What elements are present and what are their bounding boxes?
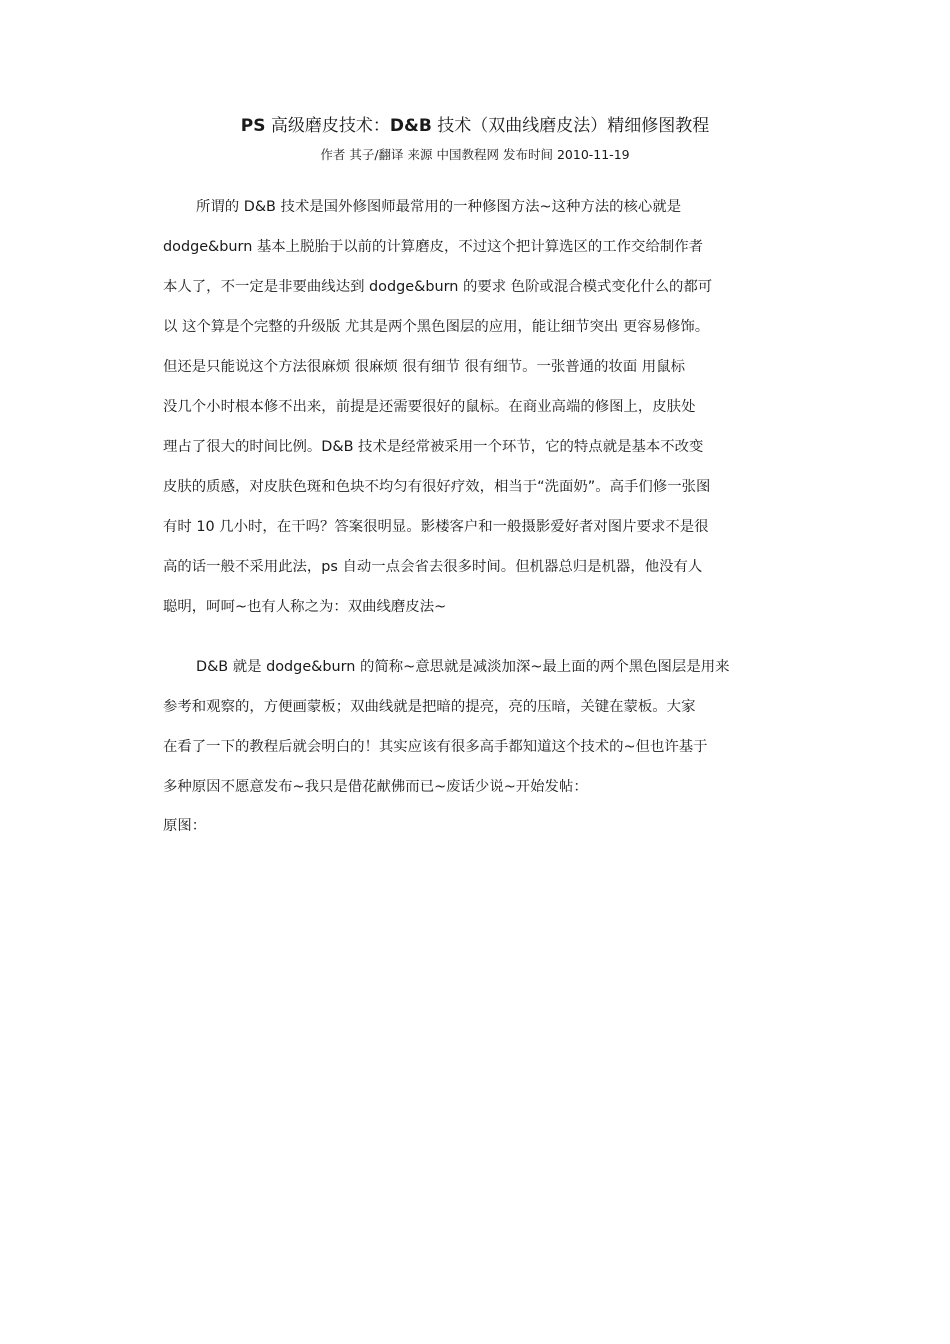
text-line: 多种原因不愿意发布~我只是借花献佛而已~废话少说~开始发帖： xyxy=(163,779,588,795)
text-line: dodge&burn 基本上脱胎于以前的计算磨皮，不过这个把计算选区的工作交给制作者 xyxy=(163,239,704,255)
article-meta: 作者 其子/翻译 来源 中国教程网 发布时间 2010-11-19 xyxy=(320,147,630,162)
text-line: 理占了很大的时间比例。D&B 技术是经常被采用一个环节，它的特点就是基本不改变 xyxy=(163,439,704,455)
text-line: D&B 就是 dodge&burn 的简称~意思就是减淡加深~最上面的两个黑色图层是用来 xyxy=(196,659,730,675)
text-line: 没几个小时根本修不出来，前提是还需要很好的鼠标。在商业高端的修图上，皮肤处 xyxy=(163,399,696,415)
caption-text: 原图： xyxy=(163,818,207,834)
paragraph-intro xyxy=(163,197,823,637)
original-image-caption xyxy=(163,816,823,856)
text-line: 本人了，不一定是非要曲线达到 dodge&burn 的要求 色阶或混合模式变化什么的都可 xyxy=(163,279,713,295)
text-line: 但还是只能说这个方法很麻烦 很麻烦 很有细节 很有细节。一张普通的妆面 用鼠标 xyxy=(163,359,685,375)
text-line: 皮肤的质感，对皮肤色斑和色块不均匀有很好疗效，相当于“洗面奶”。高手们修一张图 xyxy=(163,479,711,495)
paragraph-db-explained xyxy=(163,657,823,817)
text-line: 聪明，呵呵~也有人称之为：双曲线磨皮法~ xyxy=(163,599,447,615)
title-text-2: 技术（双曲线磨皮法）精细修图教程 xyxy=(431,116,710,136)
title-text-1: 高级磨皮技术： xyxy=(265,116,390,136)
title-bold-db: D&B xyxy=(389,116,432,136)
text-line: 高的话一般不采用此法，ps 自动一点会省去很多时间。但机器总归是机器，他没有人 xyxy=(163,559,703,575)
text-line: 有时 10 几小时，在干吗？答案很明显。影楼客户和一般摄影爱好者对图片要求不是很 xyxy=(163,519,709,535)
text-line: 参考和观察的，方便画蒙板；双曲线就是把暗的提亮，亮的压暗，关键在蒙板。大家 xyxy=(163,699,696,715)
title-bold-ps: PS xyxy=(240,116,266,136)
article-title xyxy=(0,114,950,138)
text-line: 在看了一下的教程后就会明白的！其实应该有很多高手都知道这个技术的~但也许基于 xyxy=(163,739,708,755)
text-line: 所谓的 D&B 技术是国外修图师最常用的一种修图方法~这种方法的核心就是 xyxy=(196,199,682,215)
text-line: 以 这个算是个完整的升级版 尤其是两个黑色图层的应用，能让细节突出 更容易修饰。 xyxy=(163,319,710,335)
